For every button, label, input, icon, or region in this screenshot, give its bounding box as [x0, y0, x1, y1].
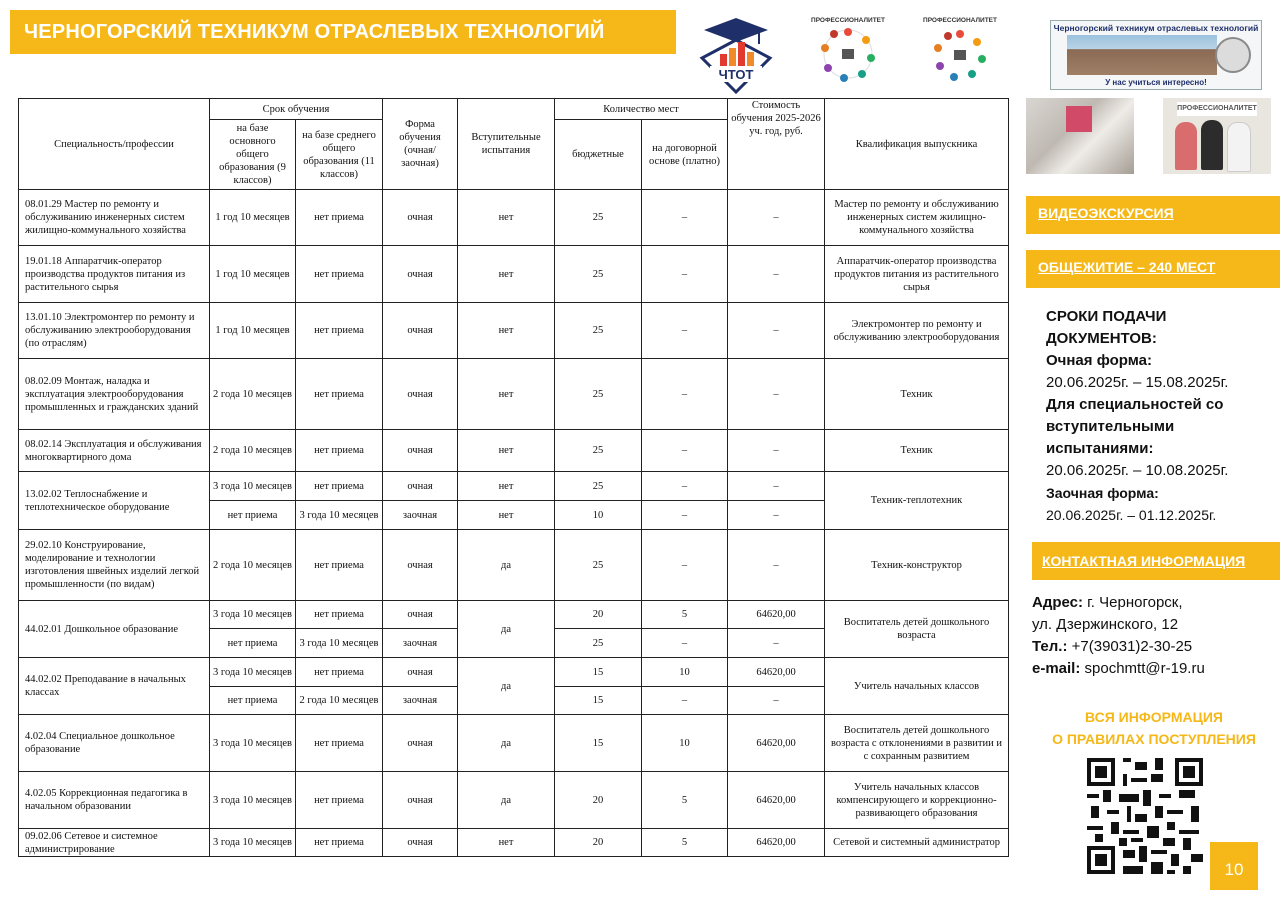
cell-exams: да: [458, 601, 555, 658]
cell-exams: нет: [458, 472, 555, 501]
cell-secondary: нет приема: [296, 430, 383, 472]
professionalitet-logo-alt: [920, 12, 1000, 92]
cell-cost: –: [728, 629, 825, 658]
phone-label: Тел.:: [1032, 638, 1068, 655]
header-contract: на договорной основе (платно): [642, 120, 728, 190]
cell-secondary: нет приема: [296, 829, 383, 857]
svg-text:ПРОФЕССИОНАЛИТЕТ: ПРОФЕССИОНАЛИТЕТ: [923, 17, 997, 24]
parttime-label: Заочная форма:: [1046, 485, 1159, 501]
cell-form: очная: [383, 829, 458, 857]
cell-secondary: нет приема: [296, 530, 383, 601]
cell-basic: 2 года 10 месяцев: [210, 430, 296, 472]
cell-budget: 20: [555, 601, 642, 629]
cell-form: очная: [383, 601, 458, 629]
cell-basic: 3 года 10 месяцев: [210, 772, 296, 829]
cell-qual: Учитель начальных классов компенсирующего и коррекционно-развивающего образования: [825, 772, 1009, 829]
cell-spec: 4.02.05 Коррекционная педагогика в начальном образовании: [19, 772, 210, 829]
video-tour-link[interactable]: ВИДЕОЭКСКУРСИЯ: [1026, 196, 1280, 234]
cell-exams: нет: [458, 501, 555, 530]
table-row: [19, 530, 1009, 601]
cell-cost: –: [728, 190, 825, 246]
cell-form: очная: [383, 472, 458, 501]
cell-contract: –: [642, 687, 728, 715]
building-photo: [1067, 35, 1217, 75]
photo-card-subtitle: У нас учиться интересно!: [1105, 78, 1207, 87]
cell-contract: –: [642, 530, 728, 601]
deadlines-title: СРОКИ ПОДАЧИ ДОКУМЕНТОВ:: [1046, 308, 1167, 347]
cell-form: очная: [383, 530, 458, 601]
cell-secondary: нет приема: [296, 658, 383, 687]
header-exams: Вступительные испытания: [458, 99, 555, 190]
cell-secondary: 2 года 10 месяцев: [296, 687, 383, 715]
cell-form: очная: [383, 246, 458, 303]
cell-qual: Аппаратчик-оператор производства продуктов питания из растительного сырья: [825, 246, 1009, 303]
cell-budget: 25: [555, 246, 642, 303]
table-row: [19, 829, 1009, 857]
cell-qual: Техник-теплотехник: [825, 472, 1009, 530]
address-label: Адрес:: [1032, 594, 1083, 611]
cell-exams: нет: [458, 430, 555, 472]
cell-exams: нет: [458, 303, 555, 359]
header-term: Срок обучения: [210, 99, 383, 120]
cell-basic: 1 год 10 месяцев: [210, 190, 296, 246]
cell-budget: 15: [555, 687, 642, 715]
svg-text:ПРОФЕССИОНАЛИТЕТ: ПРОФЕССИОНАЛИТЕТ: [811, 17, 885, 24]
cell-spec: 4.02.04 Специальное дошкольное образование: [19, 715, 210, 772]
cell-budget: 25: [555, 629, 642, 658]
cell-qual: Электромонтер по ремонту и обслуживанию электрооборудования: [825, 303, 1009, 359]
cell-budget: 15: [555, 658, 642, 687]
cell-form: очная: [383, 303, 458, 359]
cell-secondary: нет приема: [296, 715, 383, 772]
header-places: Количество мест: [555, 99, 728, 120]
header-term-secondary: на базе среднего общего образования (11 классов): [296, 120, 383, 190]
cell-contract: 5: [642, 601, 728, 629]
exams-dates: 20.06.2025г. – 10.08.2025г.: [1046, 462, 1229, 479]
cell-contract: 10: [642, 715, 728, 772]
cell-exams: нет: [458, 359, 555, 430]
cell-exams: нет: [458, 829, 555, 857]
parttime-dates: 20.06.2025г. – 01.12.2025г.: [1046, 507, 1217, 523]
qr-code-icon[interactable]: [1087, 758, 1203, 874]
header-cost: Стоимость обучения 2025-2026 уч. год, руб.: [728, 99, 825, 190]
cell-contract: –: [642, 501, 728, 530]
cell-contract: 5: [642, 772, 728, 829]
professionalitet-logo: [808, 12, 888, 92]
header-budget: бюджетные: [555, 120, 642, 190]
cell-budget: 25: [555, 190, 642, 246]
cell-form: заочная: [383, 687, 458, 715]
photo-sign: ПРОФЕССИОНАЛИТЕТ: [1177, 102, 1257, 116]
cell-cost: –: [728, 246, 825, 303]
cell-qual: Мастер по ремонту и обслуживанию инженерных систем жилищно-коммунального хозяйства: [825, 190, 1009, 246]
cell-cost: –: [728, 530, 825, 601]
fulltime-dates: 20.06.2025г. – 15.08.2025г.: [1046, 374, 1229, 391]
cell-exams: нет: [458, 246, 555, 303]
cell-basic: 2 года 10 месяцев: [210, 359, 296, 430]
cell-basic: 1 год 10 месяцев: [210, 303, 296, 359]
cell-budget: 25: [555, 359, 642, 430]
cell-form: очная: [383, 658, 458, 687]
all-info-heading: [1028, 706, 1280, 750]
cell-basic: 3 года 10 месяцев: [210, 601, 296, 629]
cell-budget: 25: [555, 530, 642, 601]
cell-basic: 3 года 10 месяцев: [210, 658, 296, 687]
chtot-logo: [698, 14, 774, 96]
cell-spec: 09.02.06 Сетевое и системное администрирование: [19, 829, 210, 857]
cell-basic: 3 года 10 месяцев: [210, 715, 296, 772]
cell-spec: 08.02.14 Эксплуатация и обслуживания многоквартирного дома: [19, 430, 210, 472]
quality-seal-icon: [1215, 37, 1251, 73]
address-line2: ул. Дзержинского, 12: [1032, 616, 1179, 633]
header-term-basic: на базе основного общего образования (9 классов): [210, 120, 296, 190]
cell-qual: Воспитатель детей дошкольного возраста с отклонениями в развитии и с сохранным развитием: [825, 715, 1009, 772]
cell-basic: нет приема: [210, 629, 296, 658]
cell-budget: 20: [555, 829, 642, 857]
cell-basic: 3 года 10 месяцев: [210, 472, 296, 501]
cell-contract: –: [642, 190, 728, 246]
cell-contract: 10: [642, 658, 728, 687]
cell-qual: Сетевой и системный администратор: [825, 829, 1009, 857]
cell-basic: нет приема: [210, 687, 296, 715]
cell-cost: 64620,00: [728, 829, 825, 857]
cell-spec: 08.01.29 Мастер по ремонту и обслуживанию инженерных систем жилищно-коммунального хозяйства: [19, 190, 210, 246]
cell-cost: –: [728, 359, 825, 430]
cell-spec: 44.02.02 Преподавание в начальных классах: [19, 658, 210, 715]
cell-budget: 10: [555, 501, 642, 530]
cell-form: очная: [383, 772, 458, 829]
cell-budget: 25: [555, 430, 642, 472]
cell-spec: 08.02.09 Монтаж, наладка и эксплуатация электрооборудования промышленных и гражданских зданий: [19, 359, 210, 430]
header-spec: Специальность/профессии: [19, 99, 210, 190]
cell-cost: –: [728, 501, 825, 530]
exams-label: Для специальностей со вступительными испытаниями:: [1046, 396, 1224, 457]
cell-cost: –: [728, 430, 825, 472]
cell-contract: –: [642, 303, 728, 359]
cell-form: очная: [383, 430, 458, 472]
page-title: ЧЕРНОГОРСКИЙ ТЕХНИКУМ ОТРАСЛЕВЫХ ТЕХНОЛОГИЙ: [10, 10, 676, 54]
header-form: Форма обучения (очная/ заочная): [383, 99, 458, 190]
cell-cost: –: [728, 687, 825, 715]
cell-qual: Техник: [825, 359, 1009, 430]
cell-secondary: нет приема: [296, 190, 383, 246]
email-value[interactable]: spochmtt@r-19.ru: [1084, 660, 1205, 677]
table-row: [19, 359, 1009, 430]
cell-cost: 64620,00: [728, 601, 825, 629]
college-photo-card: [1050, 20, 1262, 90]
cell-form: очная: [383, 190, 458, 246]
cell-exams: да: [458, 715, 555, 772]
table-row: [19, 190, 1009, 246]
cell-form: заочная: [383, 501, 458, 530]
table-row: [19, 601, 1009, 629]
cell-spec: 29.02.10 Конструирование, моделирование и технологии изготовления швейных изделий легкой промышленности (по видам): [19, 530, 210, 601]
cell-cost: –: [728, 303, 825, 359]
all-info-line1: ВСЯ ИНФОРМАЦИЯ: [1085, 709, 1223, 725]
cell-cost: 64620,00: [728, 772, 825, 829]
cell-form: очная: [383, 715, 458, 772]
cell-contract: –: [642, 472, 728, 501]
cell-budget: 25: [555, 472, 642, 501]
email-label: e-mail:: [1032, 660, 1081, 677]
address-line1: г. Черногорск,: [1087, 594, 1183, 611]
cell-cost: 64620,00: [728, 658, 825, 687]
cell-secondary: нет приема: [296, 246, 383, 303]
cell-secondary: нет приема: [296, 472, 383, 501]
cell-spec: 44.02.01 Дошкольное образование: [19, 601, 210, 658]
cell-contract: –: [642, 430, 728, 472]
table-row: [19, 772, 1009, 829]
table-row: [19, 472, 1009, 501]
cell-secondary: нет приема: [296, 772, 383, 829]
cell-cost: 64620,00: [728, 715, 825, 772]
cell-form: очная: [383, 359, 458, 430]
all-info-line2: О ПРАВИЛАХ ПОСТУПЛЕНИЯ: [1052, 731, 1256, 747]
deadlines-block: [1046, 306, 1276, 526]
table-row: [19, 715, 1009, 772]
dormitory-link[interactable]: ОБЩЕЖИТИЕ – 240 МЕСТ: [1026, 250, 1280, 288]
svg-text:ЧТОТ: ЧТОТ: [718, 67, 754, 82]
cell-secondary: нет приема: [296, 303, 383, 359]
cell-budget: 25: [555, 303, 642, 359]
cell-qual: Техник: [825, 430, 1009, 472]
cell-spec: 13.02.02 Теплоснабжение и теплотехническое оборудование: [19, 472, 210, 530]
cell-exams: да: [458, 530, 555, 601]
cell-secondary: 3 года 10 месяцев: [296, 629, 383, 658]
cell-basic: 2 года 10 месяцев: [210, 530, 296, 601]
cell-secondary: нет приема: [296, 601, 383, 629]
page-number: 10: [1210, 842, 1258, 890]
cell-secondary: нет приема: [296, 359, 383, 430]
cell-qual: Учитель начальных классов: [825, 658, 1009, 715]
table-row: [19, 430, 1009, 472]
cell-qual: Воспитатель детей дошкольного возраста: [825, 601, 1009, 658]
students-photo: [1163, 98, 1271, 174]
cell-contract: –: [642, 246, 728, 303]
classroom-photo: [1026, 98, 1134, 174]
cell-exams: да: [458, 658, 555, 715]
cell-secondary: 3 года 10 месяцев: [296, 501, 383, 530]
contact-info-link[interactable]: КОНТАКТНАЯ ИНФОРМАЦИЯ: [1032, 542, 1280, 580]
photo-card-title: Черногорский техникум отраслевых технологий: [1053, 23, 1259, 33]
admission-table: [18, 98, 1009, 857]
cell-spec: 13.01.10 Электромонтер по ремонту и обслуживанию электрооборудования (по отраслям): [19, 303, 210, 359]
cell-basic: 3 года 10 месяцев: [210, 829, 296, 857]
cell-spec: 19.01.18 Аппаратчик-оператор производства продуктов питания из растительного сырья: [19, 246, 210, 303]
cell-exams: нет: [458, 190, 555, 246]
cell-basic: нет приема: [210, 501, 296, 530]
cell-contract: –: [642, 629, 728, 658]
cell-qual: Техник-конструктор: [825, 530, 1009, 601]
cell-form: заочная: [383, 629, 458, 658]
phone-value[interactable]: +7(39031)2-30-25: [1071, 638, 1193, 655]
table-row: [19, 658, 1009, 687]
cell-basic: 1 год 10 месяцев: [210, 246, 296, 303]
contacts-block: [1032, 592, 1280, 680]
table-row: [19, 246, 1009, 303]
cell-budget: 20: [555, 772, 642, 829]
cell-contract: –: [642, 359, 728, 430]
fulltime-label: Очная форма:: [1046, 352, 1152, 369]
cell-exams: да: [458, 772, 555, 829]
cell-budget: 15: [555, 715, 642, 772]
header-qual: Квалификация выпускника: [825, 99, 1009, 190]
cell-contract: 5: [642, 829, 728, 857]
table-row: [19, 303, 1009, 359]
cell-cost: –: [728, 472, 825, 501]
